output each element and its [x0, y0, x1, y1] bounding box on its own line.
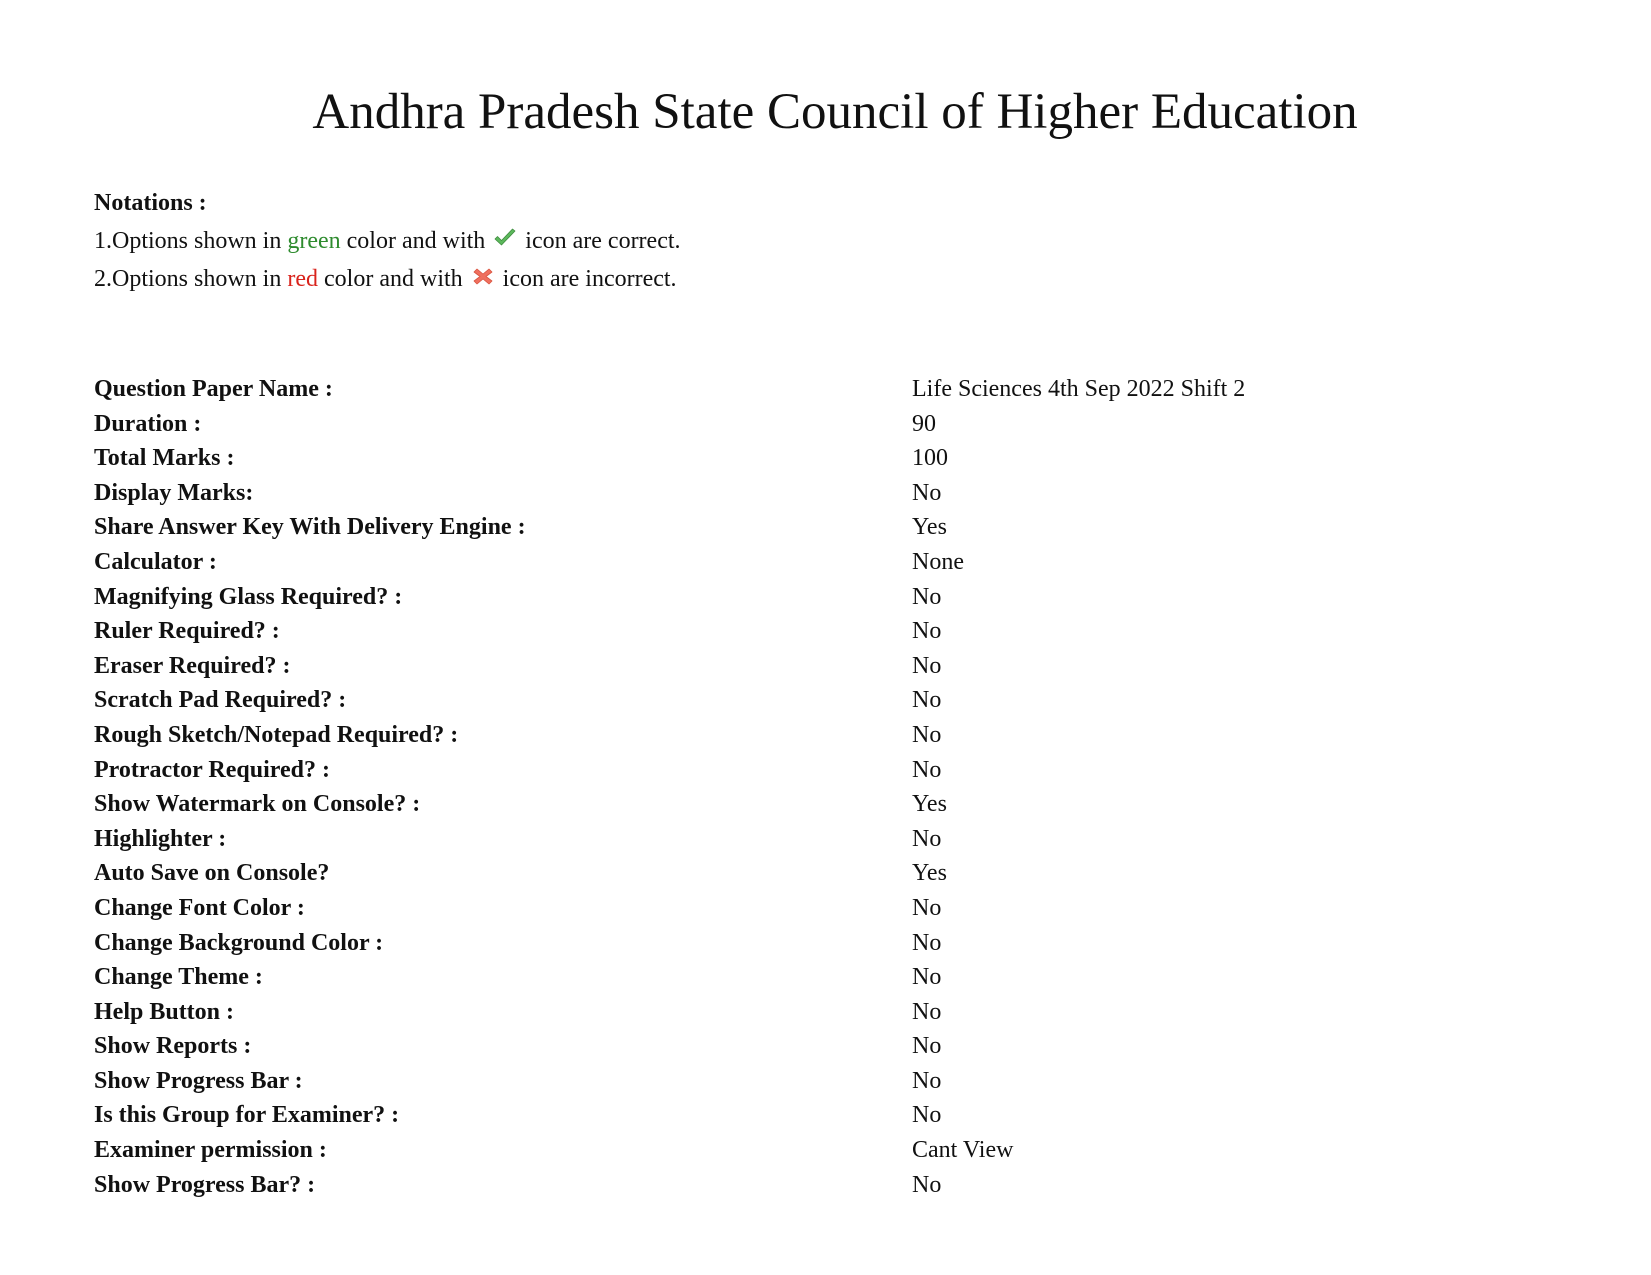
detail-label: Show Progress Bar? :: [94, 1171, 316, 1198]
detail-label: Show Watermark on Console? :: [94, 791, 421, 818]
detail-value: Cant View: [912, 1137, 1014, 1164]
question-paper-details-table: [94, 372, 1245, 1202]
detail-value: Yes: [912, 514, 947, 541]
detail-value: Life Sciences 4th Sep 2022 Shift 2: [912, 376, 1246, 402]
detail-value: No: [912, 756, 942, 783]
detail-label: Ruler Required? :: [94, 618, 280, 645]
detail-value: 90: [912, 410, 936, 437]
notation-correct-middle: color and with: [340, 228, 492, 254]
detail-value: Yes: [912, 791, 947, 818]
detail-label: Eraser Required? :: [94, 652, 291, 679]
detail-row: [94, 614, 1245, 649]
detail-row: [94, 649, 1245, 684]
detail-value: No: [912, 1171, 942, 1198]
detail-value: No: [912, 479, 942, 506]
notation-red-word: red: [287, 266, 319, 292]
detail-row: [94, 580, 1245, 615]
notation-correct: [94, 222, 681, 260]
notation-incorrect-prefix: 2.Options shown in: [94, 266, 288, 292]
detail-row: [94, 1064, 1245, 1099]
detail-value: No: [912, 894, 942, 921]
notations-heading: Notations :: [94, 190, 207, 216]
detail-row: [94, 718, 1245, 753]
detail-label: Display Marks:: [94, 479, 254, 506]
detail-label: Magnifying Glass Required? :: [94, 583, 403, 610]
detail-row: [94, 891, 1245, 926]
detail-row: [94, 372, 1245, 407]
detail-row: [94, 683, 1245, 718]
detail-value: No: [912, 652, 942, 679]
detail-value: None: [912, 548, 964, 575]
detail-row: [94, 822, 1245, 857]
notation-incorrect: [94, 260, 681, 298]
details-table-body: [94, 372, 1245, 1202]
detail-label: Change Theme :: [94, 964, 263, 991]
detail-value: No: [912, 618, 942, 645]
detail-row: [94, 1168, 1245, 1203]
detail-row: [94, 960, 1245, 995]
detail-row: [94, 1133, 1245, 1168]
detail-row: [94, 1098, 1245, 1133]
detail-value: No: [912, 825, 942, 852]
detail-label: Rough Sketch/Notepad Required? :: [94, 721, 459, 748]
detail-value: No: [912, 721, 942, 748]
detail-label: Auto Save on Console?: [94, 860, 330, 887]
detail-label: Show Reports :: [94, 1033, 252, 1060]
detail-row: [94, 510, 1245, 545]
detail-label: Scratch Pad Required? :: [94, 687, 347, 714]
detail-label: Help Button :: [94, 998, 235, 1025]
detail-row: [94, 407, 1245, 442]
notation-incorrect-middle: color and with: [318, 266, 469, 292]
detail-row: [94, 787, 1245, 822]
detail-row: [94, 441, 1245, 476]
detail-label: Change Background Color :: [94, 929, 384, 956]
detail-label: Highlighter :: [94, 825, 227, 852]
detail-row: [94, 926, 1245, 961]
detail-label: Show Progress Bar :: [94, 1067, 303, 1094]
detail-label: Examiner permission :: [94, 1137, 327, 1164]
notation-correct-suffix: icon are correct.: [519, 228, 681, 254]
document-title: Andhra Pradesh State Council of Higher Education: [312, 84, 1358, 140]
detail-value: No: [912, 687, 942, 714]
detail-value: Yes: [912, 860, 947, 887]
cross-icon: [471, 266, 495, 286]
detail-row: [94, 856, 1245, 891]
detail-label: Calculator :: [94, 548, 217, 575]
detail-value: 100: [912, 445, 948, 472]
detail-label: Protractor Required? :: [94, 756, 330, 783]
detail-value: No: [912, 1102, 942, 1129]
notation-correct-prefix: 1.Options shown in: [94, 228, 288, 254]
detail-label: Question Paper Name :: [94, 376, 333, 402]
detail-label: Is this Group for Examiner? :: [94, 1102, 400, 1129]
detail-row: [94, 1029, 1245, 1064]
detail-value: No: [912, 1067, 942, 1094]
detail-value: No: [912, 583, 942, 610]
notation-green-word: green: [287, 228, 341, 254]
detail-row: [94, 753, 1245, 788]
detail-value: No: [912, 929, 942, 956]
detail-row: [94, 476, 1245, 511]
detail-label: Total Marks :: [94, 445, 235, 472]
detail-value: No: [912, 998, 942, 1025]
detail-label: Change Font Color :: [94, 894, 305, 921]
detail-value: No: [912, 1033, 942, 1060]
detail-label: Share Answer Key With Delivery Engine :: [94, 514, 526, 541]
detail-row: [94, 995, 1245, 1030]
detail-value: No: [912, 964, 942, 991]
notations-section: [94, 184, 681, 298]
detail-label: Duration :: [94, 410, 202, 437]
check-icon: [493, 228, 517, 248]
notation-incorrect-suffix: icon are incorrect.: [496, 266, 677, 292]
detail-row: [94, 545, 1245, 580]
